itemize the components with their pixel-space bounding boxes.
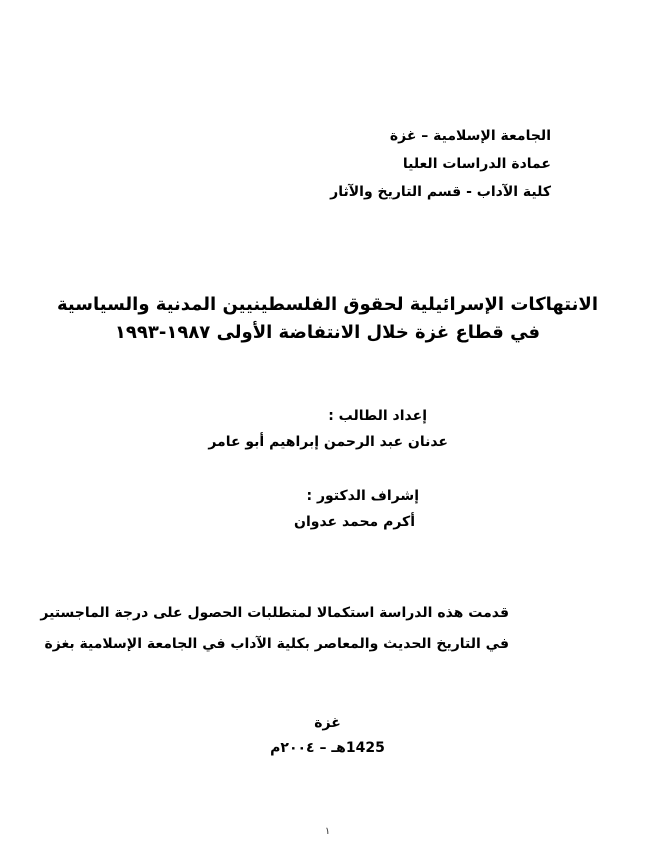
student-label: إعداد الطالب : <box>328 408 427 424</box>
page-number: ١ <box>324 826 331 837</box>
degree-statement-line-1: قدمت هذه الدراسة استكمالا لمتطلبات الحصول على درجة الماجستير <box>40 605 509 621</box>
faculty-department: كلية الآداب - قسم التاريخ والآثار <box>330 184 551 200</box>
student-name: عدنان عبد الرحمن إبراهيم أبو عامر <box>208 434 448 450</box>
supervisor-label: إشراف الدكتور : <box>306 488 419 504</box>
footer-place: غزة <box>314 715 341 731</box>
supervisor-name: أكرم محمد عدوان <box>294 514 415 530</box>
thesis-title-line-2: في قطاع غزة خلال الانتفاضة الأولى ١٩٨٧-١٩٩٣ <box>114 322 541 343</box>
degree-statement-line-2: في التاريخ الحديث والمعاصر بكلية الآداب في الجامعة الإسلامية بغزة <box>44 636 509 652</box>
thesis-title-line-1: الانتهاكات الإسرائيلية لحقوق الفلسطينيين المدنية والسياسية <box>57 294 598 315</box>
university-name: الجامعة الإسلامية – غزة <box>389 128 551 144</box>
graduate-studies-deanship: عمادة الدراسات العليا <box>402 156 551 172</box>
footer-date: 1425هـ – ٢٠٠٤م <box>270 740 385 756</box>
